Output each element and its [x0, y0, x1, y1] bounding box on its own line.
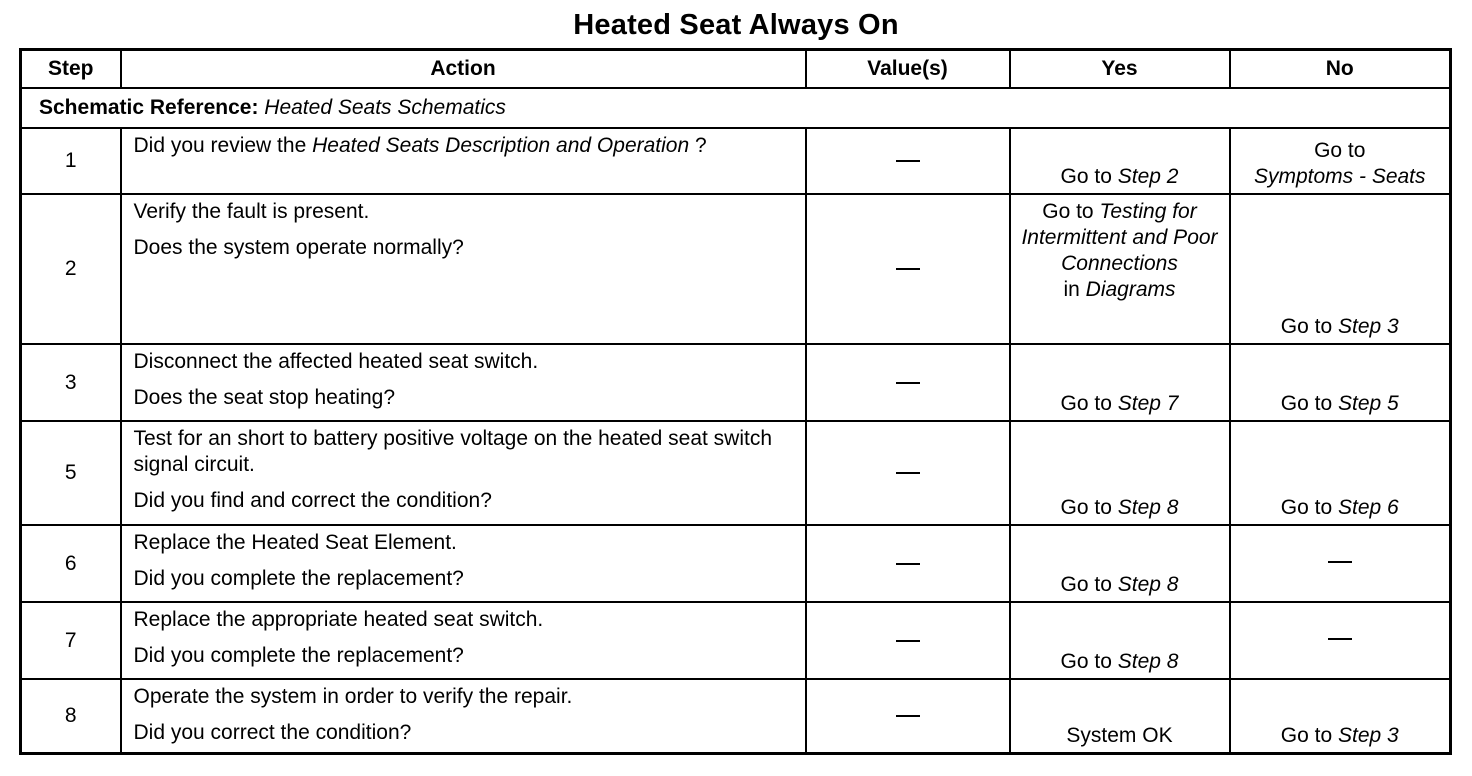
no-cell: Go to Step 3 [1230, 194, 1451, 344]
action-question: Did you correct the condition? [133, 721, 412, 744]
value-cell [806, 525, 1010, 602]
diagnostic-table [19, 48, 1452, 755]
header-row [21, 50, 1451, 89]
goto-step-link[interactable]: Step 7 [1117, 392, 1179, 415]
action-question: Did you find and correct the condition? [133, 489, 492, 512]
value-dash [896, 715, 920, 717]
goto-step-link[interactable]: Step 8 [1117, 573, 1179, 596]
yes-cell: Go to Step 2 [1010, 128, 1230, 194]
testing-link[interactable]: Testing for Intermittent and Poor Connections [1021, 200, 1218, 275]
yes-cell: Go to Step 8 [1010, 602, 1230, 679]
action-cell [121, 128, 806, 194]
yes-cell: Go to Step 8 [1010, 421, 1230, 525]
value-dash [896, 382, 920, 384]
goto-step-link[interactable]: Step 3 [1337, 315, 1399, 338]
goto-step-link[interactable]: Step 8 [1117, 496, 1179, 519]
table-row [21, 602, 1451, 679]
value-cell [806, 421, 1010, 525]
action-cell [121, 602, 806, 679]
action-text: Operate the system in order to verify the repair. [133, 685, 573, 708]
value-dash [896, 472, 920, 474]
value-cell [806, 344, 1010, 421]
header-values: Value(s) [806, 50, 1010, 89]
value-dash [896, 160, 920, 162]
value-cell [806, 194, 1010, 344]
yes-cell: Go to Testing for Intermittent and Poor Connections in Diagrams [1010, 194, 1230, 344]
diagrams-link[interactable]: Diagrams [1085, 278, 1176, 301]
action-text: Did you review the Heated Seats Description and Operation ? [133, 134, 707, 157]
step-number: 1 [21, 128, 121, 194]
yes-cell: Go to Step 7 [1010, 344, 1230, 421]
table-row [21, 679, 1451, 753]
goto-step-link[interactable]: Step 8 [1117, 650, 1179, 673]
table-row [21, 128, 1451, 194]
action-cell [121, 194, 806, 344]
description-link[interactable]: Heated Seats Description and Operation [312, 134, 690, 157]
no-cell [1230, 602, 1451, 679]
action-question: Does the seat stop heating? [133, 386, 396, 409]
no-cell [1230, 525, 1451, 602]
step-number: 3 [21, 344, 121, 421]
table-row [21, 421, 1451, 525]
page-title: Heated Seat Always On [573, 9, 899, 41]
goto-step-link[interactable]: Step 3 [1337, 723, 1399, 747]
no-cell: Go to Step 3 [1230, 679, 1451, 753]
no-cell: Go to Symptoms - Seats [1230, 128, 1451, 194]
no-cell: Go to Step 5 [1230, 344, 1451, 421]
value-cell [806, 128, 1010, 194]
step-number: 6 [21, 525, 121, 602]
value-dash [896, 563, 920, 565]
action-cell [121, 679, 806, 753]
action-text: Verify the fault is present. [133, 200, 370, 223]
goto-step-link[interactable]: Step 2 [1117, 165, 1179, 188]
step-number: 8 [21, 679, 121, 753]
action-cell [121, 421, 806, 525]
no-dash [1328, 561, 1352, 563]
no-dash [1328, 638, 1352, 640]
goto-symptoms-link[interactable]: Symptoms - Seats [1253, 165, 1426, 188]
action-question: Does the system operate normally? [133, 236, 464, 259]
value-cell [806, 679, 1010, 753]
no-cell: Go to Step 6 [1230, 421, 1451, 525]
action-text: Replace the appropriate heated seat switch. [133, 608, 544, 631]
action-text: Test for an short to battery positive voltage on the heated seat switch signal circuit. [133, 427, 773, 476]
step-number: 7 [21, 602, 121, 679]
table-row [21, 344, 1451, 421]
header-action: Action [121, 50, 806, 89]
step-number: 5 [21, 421, 121, 525]
table-row [21, 525, 1451, 602]
schematic-reference [21, 88, 1451, 128]
goto-step-link[interactable]: Step 6 [1337, 496, 1399, 519]
value-dash [896, 640, 920, 642]
action-question: Did you complete the replacement? [133, 644, 464, 667]
reference-link[interactable]: Heated Seats Schematics [264, 96, 506, 119]
header-no: No [1230, 50, 1451, 89]
action-cell [121, 525, 806, 602]
schematic-reference-row [21, 88, 1451, 128]
yes-cell: System OK [1010, 679, 1230, 753]
yes-cell: Go to Step 8 [1010, 525, 1230, 602]
action-text: Replace the Heated Seat Element. [133, 531, 457, 554]
value-cell [806, 602, 1010, 679]
goto-step-link[interactable]: Step 5 [1337, 392, 1399, 415]
header-step: Step [21, 50, 121, 89]
reference-label: Schematic Reference: [39, 96, 259, 119]
table-row [21, 194, 1451, 344]
value-dash [896, 268, 920, 270]
action-text: Disconnect the affected heated seat switch. [133, 350, 539, 373]
action-question: Did you complete the replacement? [133, 567, 464, 590]
step-number: 2 [21, 194, 121, 344]
action-cell [121, 344, 806, 421]
header-yes: Yes [1010, 50, 1230, 89]
